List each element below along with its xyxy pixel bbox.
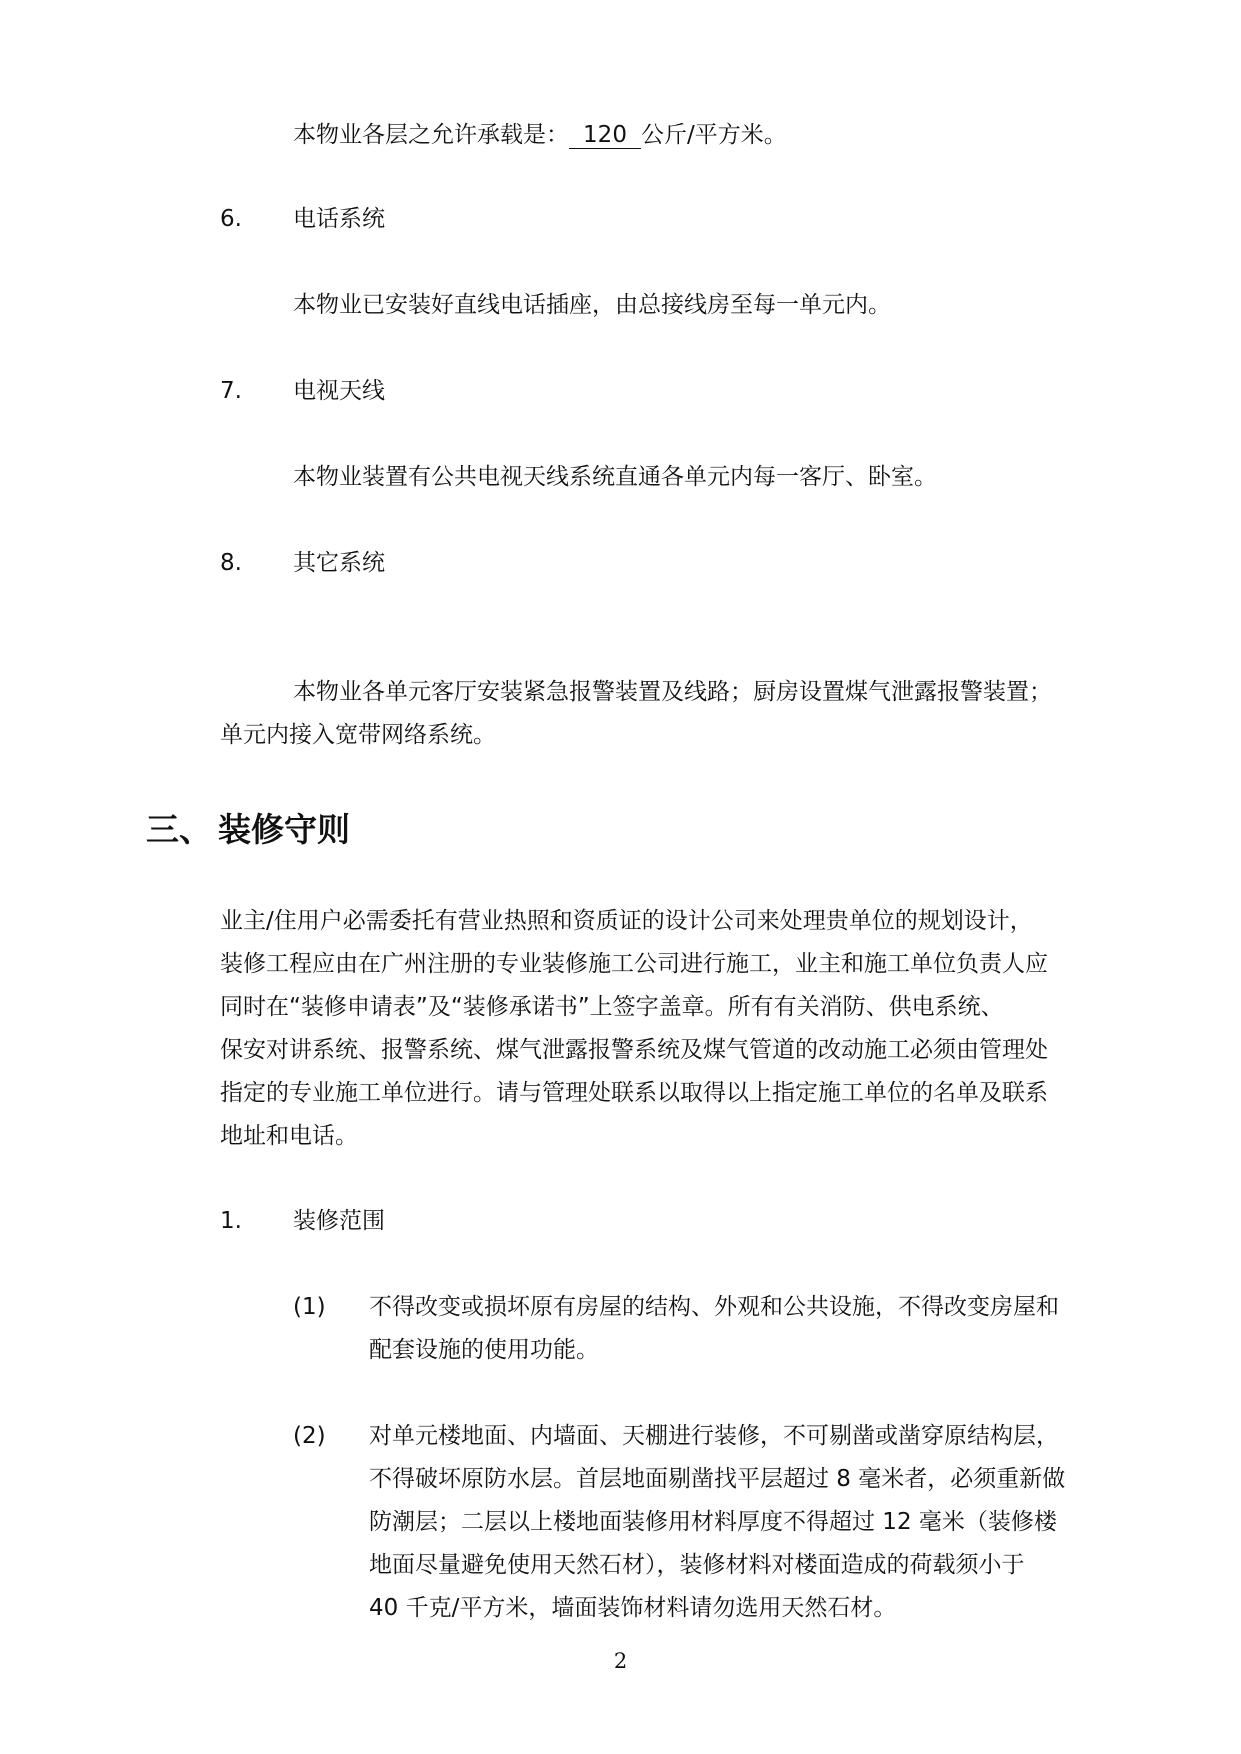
intro-line: 同时在“装修申请表”及“装修承诺书”上签字盖章。所有有关消防、供电系统、 — [220, 994, 1004, 1020]
section-number: 三、 — [146, 810, 212, 849]
point-line: 地面尽量避免使用天然石材），装修材料对楼面造成的荷载须小于 — [369, 1552, 1025, 1578]
load-value: 120 — [569, 122, 641, 149]
load-capacity-line — [293, 120, 787, 150]
page-number: 2 — [613, 1649, 628, 1673]
intro-line: 地址和电话。 — [220, 1123, 358, 1149]
intro-line: 业主/住用户必需委托有营业热照和资质证的设计公司来处理贵单位的规划设计， — [220, 908, 1033, 934]
intro-line: 指定的专业施工单位进行。请与管理处联系以取得以上指定施工单位的名单及联系 — [220, 1080, 1048, 1106]
point-line: 对单元楼地面、内墙面、天棚进行装修，不可剔凿或凿穿原结构层， — [369, 1423, 1059, 1449]
point-label: (1) — [293, 1294, 326, 1320]
load-suffix: 公斤/平方米。 — [641, 122, 787, 148]
point-label: (2) — [293, 1423, 326, 1449]
intro-line: 装修工程应由在广州注册的专业装修施工公司进行施工，业主和施工单位负责人应 — [220, 951, 1048, 977]
load-prefix: 本物业各层之允许承载是： — [293, 122, 569, 148]
item-title: 其它系统 — [293, 550, 385, 576]
intro-line: 保安对讲系统、报警系统、煤气泄露报警系统及煤气管道的改动施工必须由管理处 — [220, 1037, 1048, 1063]
item-number: 6. — [220, 206, 242, 232]
item-body-line: 单元内接入宽带网络系统。 — [220, 722, 496, 748]
point-line: 不得破坏原防水层。首层地面剔凿找平层超过 8 毫米者，必须重新做 — [369, 1466, 1066, 1492]
sub-number: 1. — [220, 1208, 242, 1234]
item-title: 电话系统 — [293, 206, 385, 232]
sub-title: 装修范围 — [293, 1208, 385, 1234]
section-title: 装修守则 — [218, 810, 350, 849]
point-line: 配套设施的使用功能。 — [369, 1337, 599, 1363]
point-line: 不得改变或损坏原有房屋的结构、外观和公共设施，不得改变房屋和 — [369, 1294, 1059, 1320]
item-body: 本物业装置有公共电视天线系统直通各单元内每一客厅、卧室。 — [293, 464, 937, 490]
point-line: 防潮层；二层以上楼地面装修用材料厚度不得超过 12 毫米（装修楼 — [369, 1509, 1057, 1535]
item-title: 电视天线 — [293, 378, 385, 404]
item-body: 本物业已安装好直线电话插座，由总接线房至每一单元内。 — [293, 292, 891, 318]
item-number: 8. — [220, 550, 242, 576]
item-number: 7. — [220, 378, 242, 404]
item-body-line: 本物业各单元客厅安装紧急报警装置及线路；厨房设置煤气泄露报警装置； — [293, 679, 1052, 705]
point-line: 40 千克/平方米，墙面装饰材料请勿选用天然石材。 — [369, 1595, 897, 1621]
